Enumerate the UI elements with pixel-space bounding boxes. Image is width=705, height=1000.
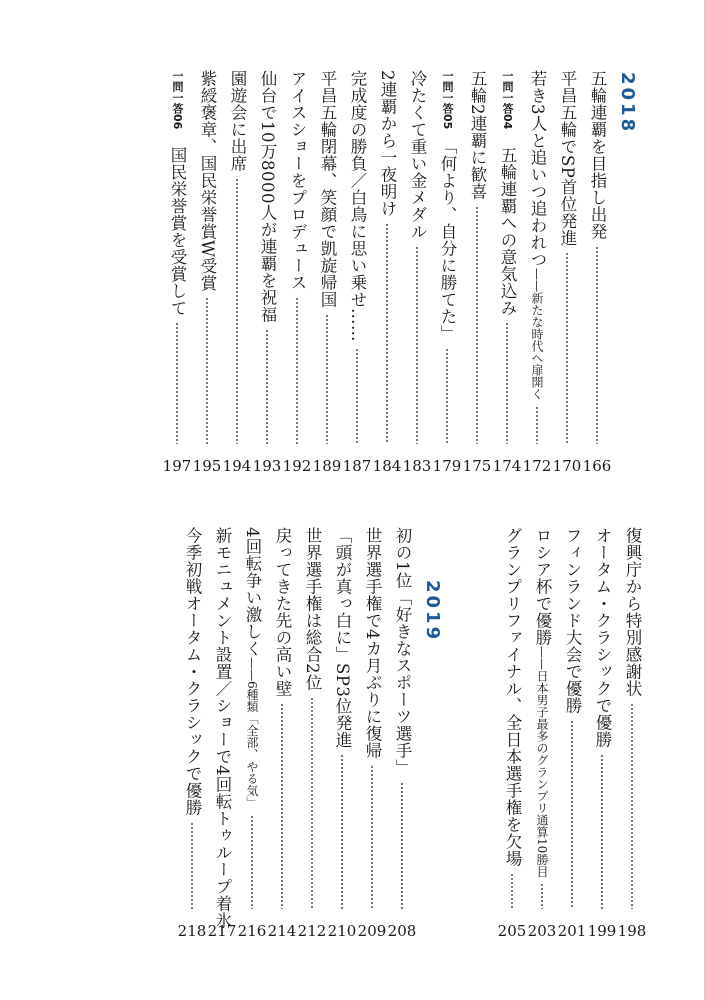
page-number: 209: [357, 922, 387, 940]
toc-entry[interactable]: [582, 70, 612, 452]
toc-entry-title: [327, 527, 357, 748]
leader-dots: [541, 883, 543, 909]
toc-entry[interactable]: [192, 70, 222, 452]
toc-entry[interactable]: [552, 70, 582, 452]
leader-dots: [251, 815, 253, 909]
page-number: 216: [237, 922, 267, 940]
toc-entry-title: [162, 70, 192, 316]
toc-entry-title: [552, 70, 582, 246]
toc-entry[interactable]: [267, 527, 297, 917]
entry-title-text: フィンランド大会で優勝: [563, 527, 582, 714]
toc-entry[interactable]: [492, 70, 522, 452]
page-number: 183: [402, 457, 432, 475]
leader-dots: [206, 297, 208, 444]
leader-dots: [511, 873, 513, 909]
leader-dots: [266, 329, 268, 444]
page-number: 192: [282, 457, 312, 475]
leader-dots: [566, 252, 568, 444]
page-number: 195: [192, 457, 222, 475]
page-number: 199: [587, 922, 617, 940]
toc-entry[interactable]: [162, 70, 192, 452]
entry-title-text: 冷たくて重い金メダル: [408, 70, 427, 240]
leader-dots: [386, 223, 388, 444]
toc-entry-title: [522, 70, 552, 400]
toc-entry[interactable]: [387, 527, 417, 917]
toc-entry-title: [432, 70, 462, 342]
toc-entry[interactable]: [557, 527, 587, 917]
page-number: 184: [372, 457, 402, 475]
leader-dots: [311, 697, 313, 909]
leader-dots: [236, 178, 238, 444]
entry-title-text: オータム・クラシックで優勝: [593, 527, 612, 748]
page-number: 187: [342, 457, 372, 475]
toc-entry[interactable]: [222, 70, 252, 452]
page-number: 217: [207, 922, 237, 940]
page-number: 205: [497, 922, 527, 940]
page-number: 194: [222, 457, 252, 475]
toc-entry[interactable]: [312, 70, 342, 452]
entry-subtitle: ——日本男子最多のグランプリ通算10勝目: [535, 646, 549, 878]
page-number: 203: [527, 922, 557, 940]
entry-title-text: 平昌五輪でSP首位発進: [558, 70, 577, 247]
leader-dots: [571, 720, 573, 909]
toc-entry-title: [192, 70, 222, 291]
page-number: 214: [267, 922, 297, 940]
entry-title-text: 今季初戦オータム・クラシックで優勝: [183, 527, 202, 816]
page-number: 179: [432, 457, 462, 475]
toc-entry-title: [342, 70, 372, 342]
year-heading: 2018: [617, 72, 638, 135]
leader-dots: [191, 822, 193, 909]
leader-dots: [506, 322, 508, 444]
toc-entry-title: [357, 527, 387, 759]
page-number: 193: [252, 457, 282, 475]
entry-subtitle: ——新たな時代へ扉開く: [530, 268, 544, 400]
leader-dots: [176, 322, 178, 444]
page-number: 201: [557, 922, 587, 940]
toc-entry[interactable]: [282, 70, 312, 452]
toc-entry[interactable]: [237, 527, 267, 917]
page-number: 197: [162, 457, 192, 475]
page-number: 208: [387, 922, 417, 940]
toc-entry-title: [372, 70, 402, 217]
toc-entry-title: [267, 527, 297, 697]
toc-entry-title: [177, 527, 207, 816]
toc-entry-title: [492, 70, 522, 316]
entry-title-text: 世界選手権は総合2位: [303, 527, 322, 691]
leader-dots: [341, 754, 343, 909]
toc-entry-title: [557, 527, 587, 714]
page-number: 166: [582, 457, 612, 475]
toc-entry-title: [237, 527, 267, 809]
page-number: 189: [312, 457, 342, 475]
toc-entry[interactable]: [327, 527, 357, 917]
toc-entry[interactable]: [252, 70, 282, 452]
leader-dots: [536, 406, 538, 444]
toc-entry[interactable]: [297, 527, 327, 917]
toc-entry-title: [527, 527, 557, 877]
leader-dots: [326, 314, 328, 444]
toc-entry[interactable]: [617, 527, 647, 917]
toc-entry-title: [587, 527, 617, 748]
toc-entry[interactable]: [432, 70, 462, 452]
entry-title-text: 仙台で10万8000人が連覇を祝福: [258, 70, 277, 323]
page-number: 210: [327, 922, 357, 940]
toc-entry-title: [252, 70, 282, 323]
entry-title-text: 初の1位「好きなスポーツ選手」: [393, 527, 412, 776]
entry-subtitle: ——6種類「全部、やる気」: [245, 657, 259, 809]
toc-entry-title: [497, 527, 527, 867]
toc-entry-title: [582, 70, 612, 240]
entry-title-text: 戻ってきた先の高い壁: [273, 527, 292, 697]
entry-title-text: 「何より、自分に勝てた」: [438, 146, 457, 343]
leader-dots: [296, 297, 298, 444]
entry-title-text: 園遊会に出席: [228, 70, 247, 172]
leader-dots: [446, 348, 448, 444]
leader-dots: [601, 754, 603, 909]
leader-dots: [416, 246, 418, 444]
entry-title-text: 4回転争い激しく: [243, 527, 262, 657]
toc-entry[interactable]: [587, 527, 617, 917]
toc-entry[interactable]: [522, 70, 552, 452]
leader-dots: [476, 206, 478, 444]
entry-title-text: 平昌五輪閉幕、笑顔で凱旋帰国: [318, 70, 337, 308]
year-heading: 2019: [422, 580, 443, 643]
toc-entry-title: [617, 527, 647, 697]
toc-entry-title: [387, 527, 417, 776]
leader-dots: [281, 703, 283, 909]
leader-dots: [401, 782, 403, 909]
entry-title-text: 紫綬褒章、国民栄誉賞W受賞: [198, 70, 217, 292]
page-number: 174: [492, 457, 522, 475]
entry-title-text: ロシア杯で優勝: [533, 527, 552, 646]
toc-entry-title: [207, 527, 237, 929]
qa-label: 一問一答05: [441, 70, 454, 130]
toc-entry[interactable]: [497, 527, 527, 917]
toc-entry-title: [282, 70, 312, 291]
toc-entry[interactable]: [342, 70, 372, 452]
leader-dots: [356, 348, 358, 444]
entry-title-text: グランプリファイナル、全日本選手権を欠場: [503, 527, 522, 867]
leader-dots: [631, 703, 633, 909]
toc-entry-title: [462, 70, 492, 200]
leader-dots: [371, 765, 373, 909]
toc-entry[interactable]: [462, 70, 492, 452]
entry-title-text: 完成度の勝負／白鳥に思い乗せ……: [348, 70, 367, 342]
entry-title-text: 復興庁から特別感謝状: [623, 527, 642, 697]
page-number: 212: [297, 922, 327, 940]
page-number: 175: [462, 457, 492, 475]
leader-dots: [596, 246, 598, 444]
entry-title-text: 新モニュメント設置／ショーで4回転トゥループ着氷: [213, 527, 232, 929]
entry-title-text: 2連覇から一夜明け: [378, 70, 397, 217]
toc-entry-title: [402, 70, 432, 240]
toc-entry[interactable]: [207, 527, 237, 929]
entry-title-text: 五輪連覇を目指し出発: [588, 70, 607, 240]
toc-entry[interactable]: [177, 527, 207, 917]
page-number: 218: [177, 922, 207, 940]
page-number: 172: [522, 457, 552, 475]
toc-entry-title: [222, 70, 252, 172]
toc-entry-title: [297, 527, 327, 691]
toc-entry[interactable]: [402, 70, 432, 452]
page-number: 198: [617, 922, 647, 940]
entry-title-text: 「頭が真っ白に」SP3位発進: [333, 527, 352, 749]
entry-title-text: 五輪2連覇に歓喜: [468, 70, 487, 200]
entry-title-text: 世界選手権で4カ月ぶりに復帰: [363, 527, 382, 759]
toc-entry-title: [312, 70, 342, 308]
page-number: 170: [552, 457, 582, 475]
entry-title-text: 若き3人と追いつ追われつ: [528, 70, 547, 268]
qa-label: 一問一答04: [501, 70, 514, 130]
entry-title-text: 国民栄誉賞を受賞して: [168, 146, 187, 317]
toc-entry[interactable]: [357, 527, 387, 917]
toc-entry[interactable]: [372, 70, 402, 452]
entry-title-text: 五輪連覇への意気込み: [498, 146, 517, 317]
qa-label: 一問一答06: [171, 70, 184, 130]
entry-title-text: アイスショーをプロデュース: [288, 70, 307, 291]
toc-entry[interactable]: [527, 527, 557, 917]
